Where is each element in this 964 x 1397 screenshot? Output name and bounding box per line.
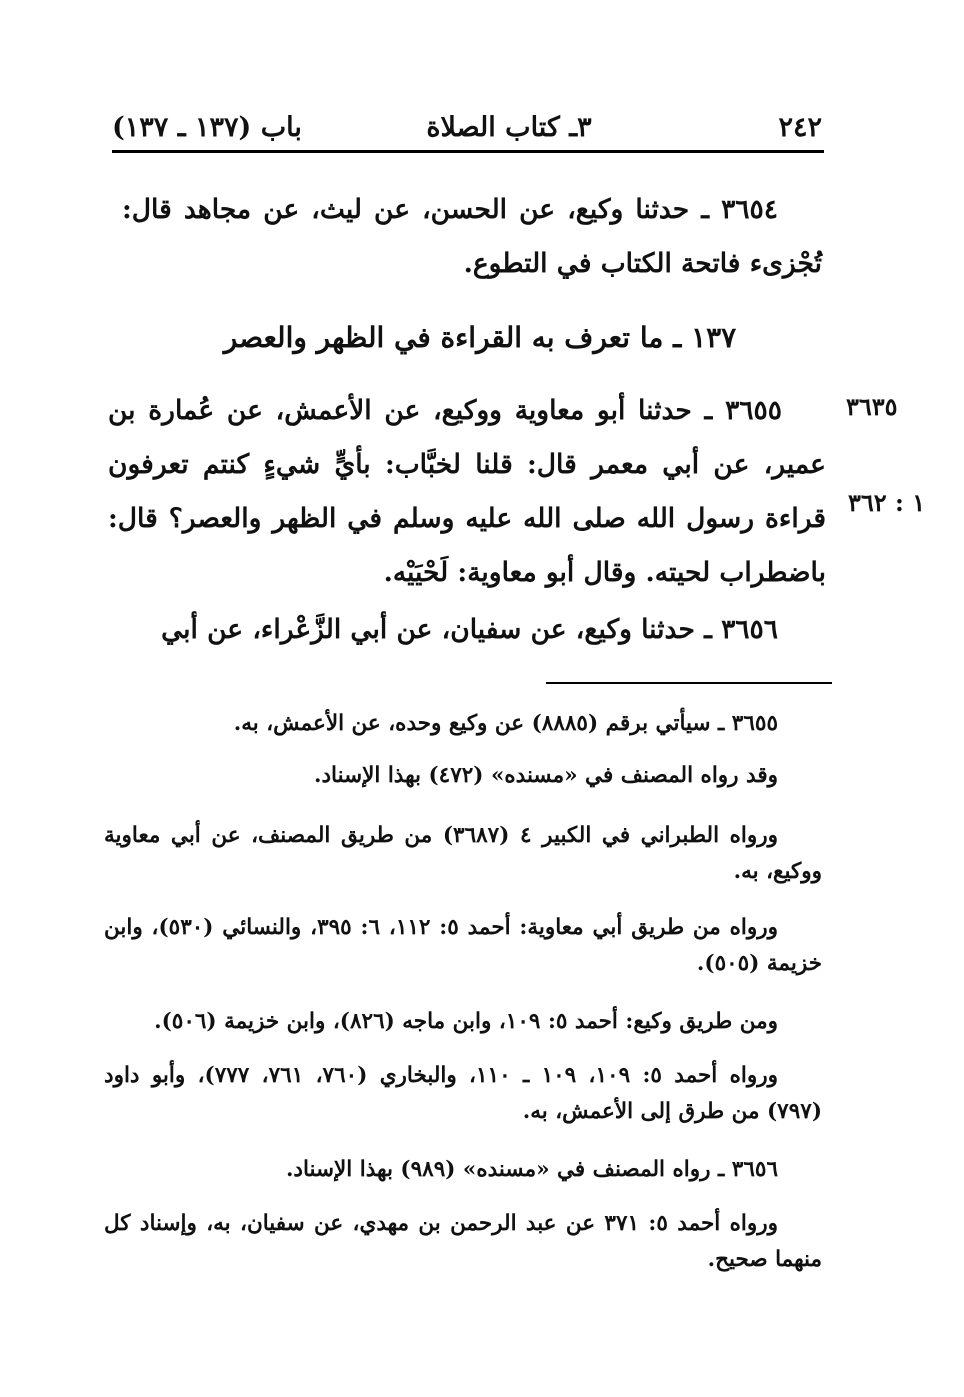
footnote: ورواه أحمد ٥: ٣٧١ عن عبد الرحمن بن مهدي، عن سفيان، به، وإسناد كل منهما صحيح. [104,1211,822,1272]
header-rule [112,150,824,153]
section-range: باب (١٣٧ ـ ١٣٧) [112,112,302,143]
footnote: ورواه أحمد ٥: ١٠٩، ١٠٩ ـ ١١٠، والبخاري (٧٦٠، ٧٦١، ٧٧٧)، وأبو داود (٧٩٧) من طرق إلى الأعمش، به. [104,1063,822,1124]
footnote: ٣٦٥٥ ـ سيأتي برقم (٨٨٨٥) عن وكيع وحده، عن الأعمش، به. [233,711,778,736]
footnote: ومن طريق وكيع: أحمد ٥: ١٠٩، وابن ماجه (٨٢٦)، وابن خزيمة (٥٠٦). [154,1009,778,1034]
footnote: ٣٦٥٦ ـ رواه المصنف في «مسنده» (٩٨٩) بهذا الإسناد. [285,1157,778,1182]
hadith-3654: ٣٦٥٤ ـ حدثنا وكيع، عن الحسن، عن ليث، عن مجاهد قال: تُجْزىء فاتحة الكتاب في التطوع. [122,194,822,279]
footnote-rule [546,682,832,684]
footnote: وقد رواه المصنف في «مسنده» (٤٧٢) بهذا الإسناد. [313,763,778,788]
section-heading: ١٣٧ ـ ما تعرف به القراءة في الظهر والعصر [223,321,737,354]
chapter-title: ٣ـ كتاب الصلاة [426,112,592,143]
hadith-3655: ٣٦٥٥ ـ حدثنا أبو معاوية ووكيع، عن الأعمش، عن عُمارة بن عمير، عن أبي معمر قال: قلنا لخبَّاب: بأيٍّ شيءٍ كنتم تعرفون قراءة رسول الله صلى الله عليه وسلم في الظهر والعصر؟ قال: باضطراب لحيته. وقال أبو معاوية: لَحْيَيْه. [108,395,826,588]
footnote: ورواه من طريق أبي معاوية: أحمد ٥: ١١٢، ٦: ٣٩٥، والنسائي (٥٣٠)، وابن خزيمة (٥٠٥). [104,915,822,976]
footnote: ورواه الطبراني في الكبير ٤ (٣٦٨٧) من طريق المصنف، عن أبي معاوية ووكيع، به. [104,823,822,884]
margin-reference: ٣٦٣٥ [846,392,898,421]
page-number: ٢٤٢ [778,112,822,143]
margin-reference: ١ : ٣٦٢ [848,488,926,517]
hadith-3656: ٣٦٥٦ ـ حدثنا وكيع، عن سفيان، عن أبي الزَّعْراء، عن أبي [161,614,778,645]
